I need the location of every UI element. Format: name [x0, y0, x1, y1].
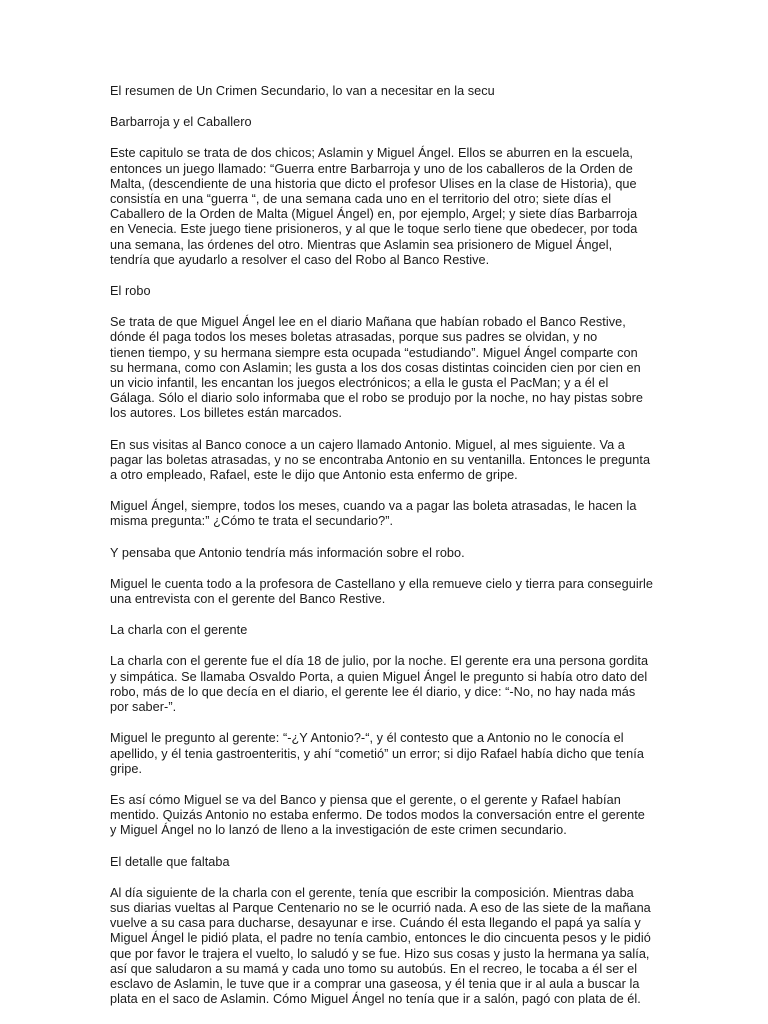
- paragraph: Y pensaba que Antonio tendría más información sobre el robo.: [110, 545, 465, 560]
- section-heading-el-detalle: El detalle que faltaba: [110, 854, 230, 869]
- section-heading-la-charla: La charla con el gerente: [110, 623, 248, 638]
- section-heading-el-robo: El robo: [110, 284, 151, 299]
- document-page: [110, 84, 658, 1023]
- paragraph: Es así cómo Miguel se va del Banco y piensa que el gerente, o el gerente y Rafael habían mentido. Quizás Antonio no estaba enfermo. De todos modos la conversación entre el gerente y Miguel Ángel no lo lanzó de lleno a la investigación de este crimen secundario.: [110, 792, 645, 838]
- paragraph: Al día siguiente de la charla con el gerente, tenía que escribir la composición. Mientras daba sus diarias vueltas al Parque Centenario no se le ocurrió nada. A eso de las siete de la mañana vuelve a su casa para ducharse, desayunar e irse. Cuándo él esta llegando el papá ya salía y Miguel Ángel le pidió plata, el padre no tenía cambio, entonces le dio cincuenta pesos y le pidió que por favor le trajera el vuelto, lo saludó y se fue. Hizo sus cosas y justo la hermana ya salía, así que saludaron a su mamá y cada uno tomo su autobús. En el recreo, le tocaba a él ser el esclavo de Aslamin, le tuve que ir a comprar una gaseosa, y él tenia que ir al aula a buscar la plata en el saco de Aslamin. Cómo Miguel Ángel no tenía que ir a salón, pagó con plata de él.: [110, 885, 651, 1007]
- paragraph: Miguel le pregunto al gerente: “-¿Y Antonio?-“, y él contesto que a Antonio no le conocía el apellido, y él tenia gastroenteritis, y ahí “cometió” un error; si dijo Rafael había dicho que tenía gripe.: [110, 731, 644, 776]
- paragraph: Se trata de que Miguel Ángel lee en el diario Mañana que habían robado el Banco Restive, dónde él paga todos los meses boletas atrasadas, porque sus padres se olvidan, y no tienen tiempo, y su hermana siempre esta ocupada “estudiando”. Miguel Ángel comparte con su hermana, como con Aslamin; les gusta a los dos cosas distintas coinciden cien por cien en un vicio infantil, les encantan los juegos electrónicos; a ella le gusta el PacMan; y a él el Gálaga. Sólo el diario solo informaba que el robo se produjo por la noche, no hay pistas sobre los autores. Los billetes están marcados.: [110, 315, 643, 421]
- paragraph: La charla con el gerente fue el día 18 de julio, por la noche. El gerente era una persona gordita y simpática. Se llamaba Osvaldo Porta, a quien Miguel Ángel le pregunto si había otro dato del robo, más de lo que decía en el diario, el gerente lee él diario, y dice: “-No, no hay nada más por saber-”.: [110, 654, 649, 715]
- paragraph: Este capitulo se trata de dos chicos; Aslamin y Miguel Ángel. Ellos se aburren en la escuela, entonces un juego llamado: “Guerra entre Barbarroja y uno de los caballeros de la Orden de Malta, (descendiente de una historia que dicto el profesor Ulises en la clase de Historia), que consistía en una “guerra “, de una semana cada uno en el territorio del otro; siete días el Caballero de la Orden de Malta (Miguel Ángel) en, por ejemplo, Argel; y siete días Barbarroja en Venecia. Este juego tiene prisioneros, y al que le toque serlo tiene que obedecer, por toda una semana, las órdenes del otro. Mientras que Aslamin sea prisionero de Miguel Ángel, tendría que ayudarlo a resolver el caso del Robo al Banco Restive.: [110, 146, 638, 267]
- paragraph: Miguel Ángel, siempre, todos los meses, cuando va a pagar las boleta atrasadas, le hacen la misma pregunta:” ¿Cómo te trata el secundario?”.: [110, 499, 637, 529]
- document-title: El resumen de Un Crimen Secundario, lo van a necesitar en la secu: [110, 84, 495, 98]
- paragraph: En sus visitas al Banco conoce a un cajero llamado Antonio. Miguel, al mes siguiente. Va a pagar las boletas atrasadas, y no se encontraba Antonio en su ventanilla. Entonces le pregunta a otro empleado, Rafael, este le dijo que Antonio esta enfermo de gripe.: [110, 437, 651, 483]
- paragraph: Miguel le cuenta todo a la profesora de Castellano y ella remueve cielo y tierra para conseguirle una entrevista con el gerente del Banco Restive.: [110, 576, 653, 607]
- section-heading-barbarroja: Barbarroja y el Caballero: [110, 115, 252, 130]
